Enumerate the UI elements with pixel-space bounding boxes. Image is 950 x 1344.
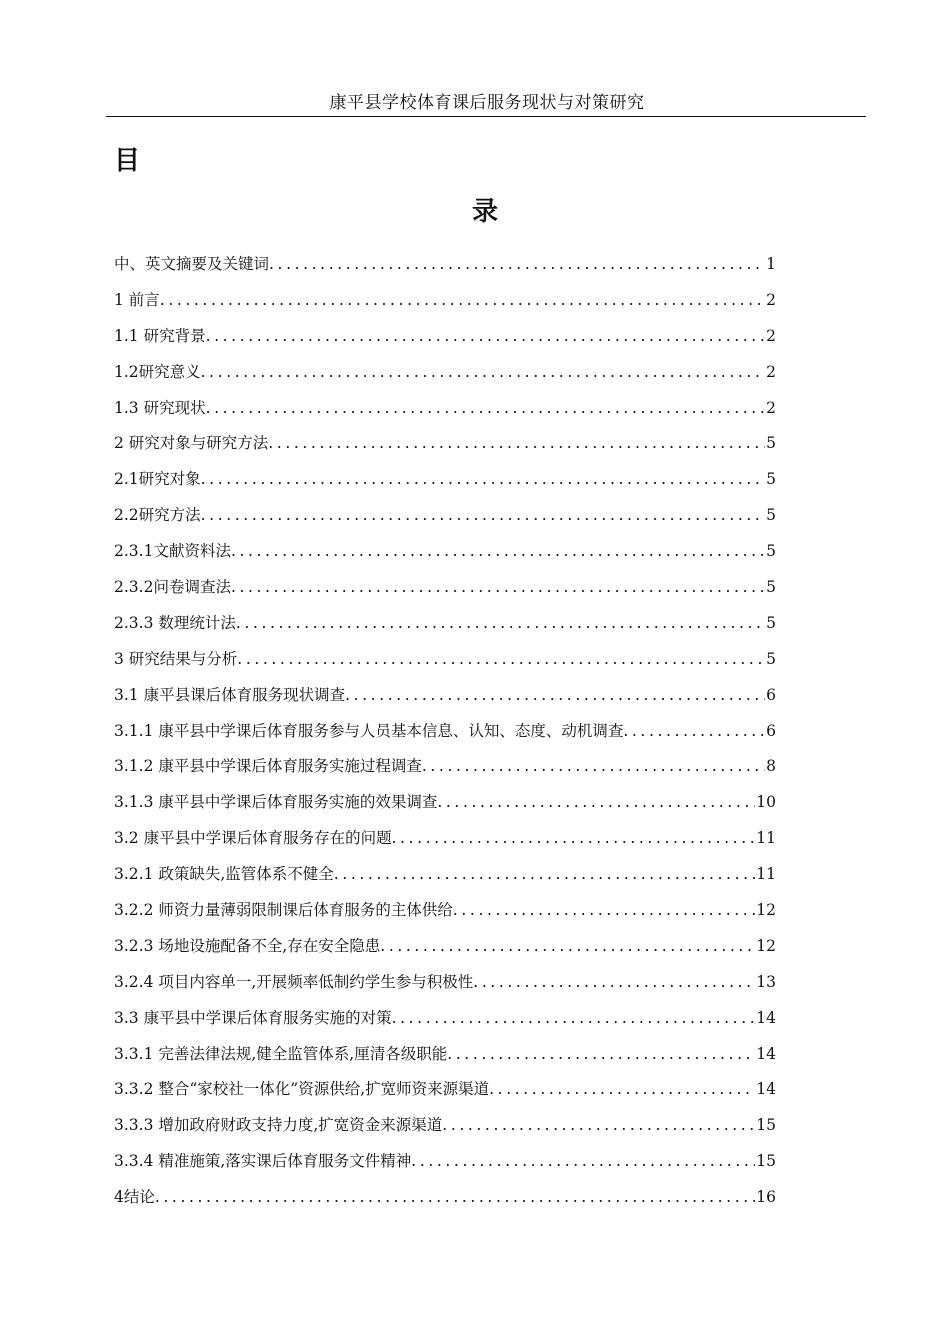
toc-dot-leader — [231, 576, 765, 598]
toc-entry[interactable] — [114, 432, 776, 468]
toc-entry-label: 3 研究结果与分析 — [114, 649, 238, 668]
toc-dot-leader — [206, 397, 766, 419]
toc-entry-label: 3.1.3 康平县中学课后体育服务实施的效果调查 — [114, 793, 438, 812]
toc-entry[interactable] — [114, 612, 776, 648]
toc-entry[interactable] — [114, 1043, 776, 1079]
toc-dot-leader — [155, 1186, 755, 1208]
toc-entry-page-number: 5 — [766, 649, 776, 668]
toc-title-first-char: 目 — [114, 146, 141, 176]
toc-dot-leader — [392, 827, 756, 849]
toc-title-second-char: 录 — [472, 197, 499, 227]
toc-entry[interactable] — [114, 504, 776, 540]
toc-entry[interactable] — [114, 253, 776, 289]
toc-entry-page-number: 15 — [756, 1116, 776, 1135]
toc-entry[interactable] — [114, 720, 776, 756]
toc-entry[interactable] — [114, 971, 776, 1007]
toc-dot-leader — [345, 684, 765, 706]
toc-entry-label: 3.2.2 师资力量薄弱限制课后体育服务的主体供给 — [114, 901, 453, 920]
toc-entry-label: 3.2 康平县中学课后体育服务存在的问题 — [114, 829, 392, 848]
toc-entry[interactable] — [114, 325, 776, 361]
toc-entry-label: 2.3.2问卷调查法 — [114, 578, 231, 597]
toc-dot-leader — [231, 540, 765, 562]
toc-dot-leader — [334, 863, 755, 885]
toc-entry-page-number: 11 — [756, 829, 776, 848]
toc-dot-leader — [269, 253, 765, 275]
toc-entry[interactable] — [114, 468, 776, 504]
toc-entry-page-number: 15 — [756, 1152, 776, 1171]
toc-entry-page-number: 5 — [766, 542, 776, 561]
toc-entry-label: 3.1.1 康平县中学课后体育服务参与人员基本信息、认知、态度、动机调查 — [114, 721, 624, 740]
toc-entry-label: 3.3.3 增加政府财政支持力度,扩宽资金来源渠道 — [114, 1116, 443, 1135]
toc-entry-label: 3.2.4 项目内容单一,开展频率低制约学生参与积极性 — [114, 972, 474, 991]
toc-entry-page-number: 12 — [756, 936, 776, 955]
toc-entry[interactable] — [114, 1150, 776, 1186]
toc-entry-label: 1.2研究意义 — [114, 362, 201, 381]
toc-entry[interactable] — [114, 1078, 776, 1114]
toc-entry-label: 3.3 康平县中学课后体育服务实施的对策 — [114, 1008, 392, 1027]
toc-entry[interactable] — [114, 540, 776, 576]
toc-entry-page-number: 5 — [766, 613, 776, 632]
toc-entry-label: 1.1 研究背景 — [114, 326, 206, 345]
toc-entry-page-number: 5 — [766, 470, 776, 489]
toc-dot-leader — [160, 289, 765, 311]
toc-entry[interactable] — [114, 899, 776, 935]
toc-dot-leader — [437, 791, 755, 813]
toc-entry-page-number: 11 — [756, 865, 776, 884]
toc-entry-label: 3.3.4 精准施策,落实课后体育服务文件精神 — [114, 1152, 412, 1171]
toc-entry-page-number: 2 — [766, 290, 776, 309]
toc-entry-page-number: 2 — [766, 398, 776, 417]
toc-entry-label: 3.3.2 整合“家校社一体化”资源供给,扩宽师资来源渠道 — [114, 1080, 490, 1099]
toc-dot-leader — [623, 720, 765, 742]
toc-entry-label: 2.3.1文献资料法 — [114, 542, 231, 561]
toc-entry-label: 3.1.2 康平县中学课后体育服务实施过程调查 — [114, 757, 422, 776]
toc-dot-leader — [422, 755, 765, 777]
toc-entry[interactable] — [114, 935, 776, 971]
toc-entry[interactable] — [114, 648, 776, 684]
toc-entry-label: 2.1研究对象 — [114, 470, 201, 489]
table-of-contents — [114, 253, 776, 1222]
toc-dot-leader — [380, 935, 755, 957]
toc-entry-label: 3.1 康平县课后体育服务现状调查 — [114, 685, 346, 704]
toc-entry-label: 2 研究对象与研究方法 — [114, 434, 269, 453]
toc-entry[interactable] — [114, 684, 776, 720]
toc-entry-page-number: 6 — [766, 721, 776, 740]
toc-entry-label: 2.2研究方法 — [114, 506, 201, 525]
toc-entry[interactable] — [114, 1114, 776, 1150]
toc-dot-leader — [473, 971, 755, 993]
toc-entry-page-number: 6 — [766, 685, 776, 704]
toc-entry-label: 1.3 研究现状 — [114, 398, 206, 417]
toc-entry-page-number: 16 — [756, 1188, 776, 1207]
toc-entry-page-number: 8 — [766, 757, 776, 776]
toc-entry-label: 4结论 — [114, 1188, 155, 1207]
toc-entry-page-number: 12 — [756, 901, 776, 920]
toc-entry[interactable] — [114, 289, 776, 325]
toc-entry[interactable] — [114, 397, 776, 433]
toc-dot-leader — [453, 899, 755, 921]
toc-dot-leader — [201, 361, 765, 383]
header-divider — [106, 116, 866, 117]
toc-dot-leader — [489, 1078, 755, 1100]
toc-dot-leader — [201, 504, 765, 526]
toc-dot-leader — [237, 648, 765, 670]
toc-entry-label: 3.2.3 场地设施配备不全,存在安全隐患 — [114, 936, 381, 955]
toc-entry[interactable] — [114, 1186, 776, 1222]
toc-dot-leader — [206, 325, 766, 347]
toc-dot-leader — [442, 1114, 755, 1136]
toc-entry-page-number: 14 — [756, 1008, 776, 1027]
toc-entry-page-number: 5 — [766, 434, 776, 453]
toc-entry-page-number: 10 — [756, 793, 776, 812]
toc-entry[interactable] — [114, 791, 776, 827]
toc-entry-page-number: 5 — [766, 506, 776, 525]
toc-entry[interactable] — [114, 863, 776, 899]
toc-entry[interactable] — [114, 1007, 776, 1043]
toc-entry-label: 3.2.1 政策缺失,监管体系不健全 — [114, 865, 334, 884]
toc-entry-page-number: 14 — [756, 1080, 776, 1099]
toc-entry-page-number: 2 — [766, 326, 776, 345]
toc-entry-label: 1 前言 — [114, 290, 160, 309]
toc-entry[interactable] — [114, 827, 776, 863]
toc-entry[interactable] — [114, 576, 776, 612]
toc-entry-page-number: 5 — [766, 578, 776, 597]
toc-entry-label: 中、英文摘要及关键词 — [114, 255, 270, 273]
toc-entry-label: 3.3.1 完善法律法规,健全监管体系,厘清各级职能 — [114, 1044, 448, 1063]
toc-dot-leader — [447, 1043, 755, 1065]
toc-dot-leader — [201, 468, 765, 490]
toc-dot-leader — [268, 432, 765, 454]
toc-entry[interactable] — [114, 361, 776, 397]
toc-dot-leader — [411, 1150, 755, 1172]
running-header-title: 康平县学校体育课后服务现状与对策研究 — [329, 93, 645, 113]
toc-entry-page-number: 2 — [766, 362, 776, 381]
toc-dot-leader — [392, 1007, 756, 1029]
toc-entry-page-number: 14 — [756, 1044, 776, 1063]
toc-entry[interactable] — [114, 755, 776, 791]
toc-entry-page-number: 1 — [766, 255, 776, 273]
toc-dot-leader — [236, 612, 765, 634]
toc-entry-page-number: 13 — [756, 972, 776, 991]
toc-entry-label: 2.3.3 数理统计法 — [114, 613, 236, 632]
